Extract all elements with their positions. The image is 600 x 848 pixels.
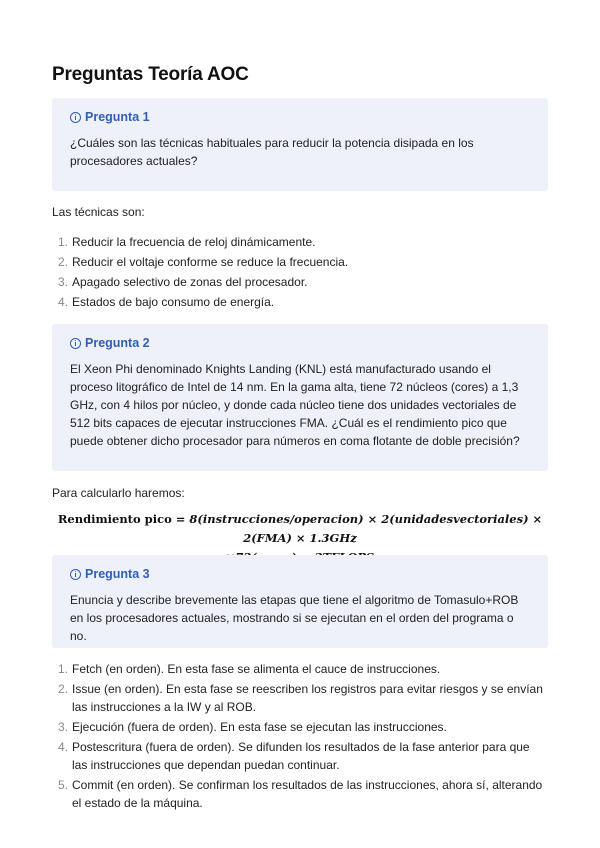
list-item	[52, 273, 548, 291]
list-number: 1.	[58, 662, 69, 676]
formula-line-1	[52, 510, 548, 548]
list-item-text: Estados de bajo consumo de energía.	[72, 295, 275, 309]
question-callout-1	[52, 98, 548, 191]
list-item-text: Ejecución (fuera de orden). En esta fase se ejecutan las instrucciones.	[72, 720, 447, 734]
answer-list-1	[52, 233, 548, 313]
answer-list-3	[52, 660, 548, 814]
question-label-3: Pregunta 3	[85, 567, 150, 581]
list-number: 3.	[58, 720, 69, 734]
list-item-text: Postescritura (fuera de orden). Se difunden los resultados de la fase anterior para que las instrucciones que dependan puedan continuar.	[72, 740, 530, 772]
list-item	[52, 718, 548, 736]
info-icon	[70, 112, 81, 123]
list-item	[52, 680, 548, 716]
info-icon	[70, 338, 81, 349]
question-title-3	[70, 567, 530, 581]
list-item	[52, 660, 548, 678]
question-title-1	[70, 110, 530, 124]
question-label-2: Pregunta 2	[85, 336, 150, 350]
list-item-text: Issue (en orden). En esta fase se reescriben los registros para evitar riesgos y se envían las instrucciones a la IW y al ROB.	[72, 682, 543, 714]
question-text-3: Enuncia y describe brevemente las etapas que tiene el algoritmo de Tomasulo+ROB en los procesadores actuales, mostrando si se ejecutan en el orden del programa o no.	[70, 593, 519, 643]
list-number: 5.	[58, 778, 69, 792]
answer-intro-2: Para calcularlo haremos:	[52, 486, 185, 500]
list-item	[52, 233, 548, 251]
question-callout-3	[52, 555, 548, 648]
list-item-text: Apagado selectivo de zonas del procesador.	[72, 275, 308, 289]
formula-expression: = 8(instrucciones/operacion) × 2(unidadesvectoriales) × 2(FMA) × 1.3GHz	[171, 512, 543, 545]
list-number: 1.	[58, 235, 69, 249]
list-item-text: Commit (en orden). Se confirman los resultados de las instrucciones, ahora sí, alterando el estado de la máquina.	[72, 778, 543, 810]
page-title: Preguntas Teoría AOC	[52, 64, 249, 85]
list-item	[52, 738, 548, 774]
answer-intro-1: Las técnicas son:	[52, 205, 145, 219]
list-number: 2.	[58, 255, 69, 269]
list-number: 3.	[58, 275, 69, 289]
list-number: 4.	[58, 740, 69, 754]
list-item-text: Reducir el voltaje conforme se reduce la frecuencia.	[72, 255, 349, 269]
list-item-text: Reducir la frecuencia de reloj dinámicamente.	[72, 235, 316, 249]
list-item	[52, 776, 548, 812]
question-label-1: Pregunta 1	[85, 110, 150, 124]
question-text-2: El Xeon Phi denominado Knights Landing (KNL) está manufacturado usando el proceso litográfico de Intel de 14 nm. En la gama alta, tiene 72 núcleos (cores) a 1,3 GHz, con 4 hilos por núcleo, y donde cada núcleo tiene dos unidades vectoriales de 512 bits capaces de ejecutar instrucciones FMA. ¿Cuál es el rendimiento pico que puede obtener dicho procesador para números en coma flotante de doble precisión?	[70, 362, 520, 448]
list-item	[52, 253, 548, 271]
question-title-2	[70, 336, 530, 350]
list-item-text: Fetch (en orden). En esta fase se alimenta el cauce de instrucciones.	[72, 662, 441, 676]
list-item	[52, 293, 548, 311]
list-number: 2.	[58, 682, 69, 696]
list-number: 4.	[58, 295, 69, 309]
question-text-1: ¿Cuáles son las técnicas habituales para reducir la potencia disipada en los procesadores actuales?	[70, 136, 474, 168]
info-icon	[70, 569, 81, 580]
question-callout-2	[52, 324, 548, 471]
formula-label: Rendimiento pico	[57, 512, 172, 526]
